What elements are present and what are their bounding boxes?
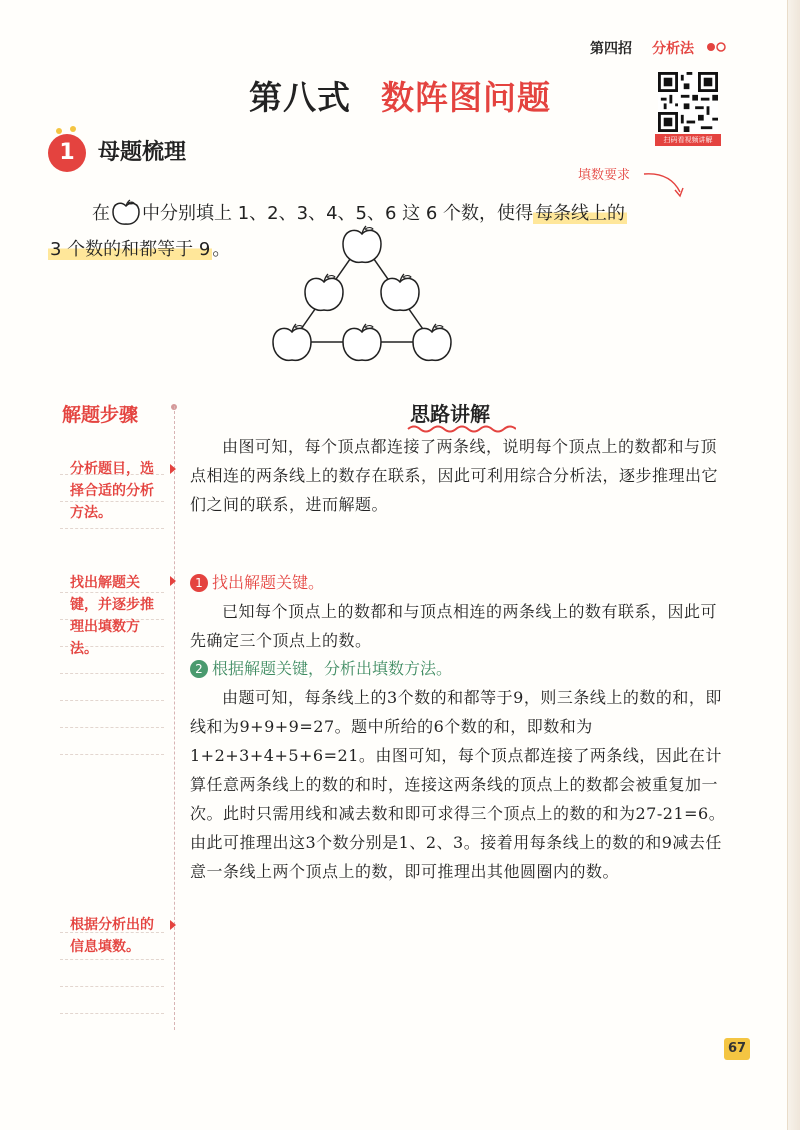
circle-right-mid[interactable] (381, 274, 419, 310)
page-number: 67 (724, 1038, 750, 1060)
step1-head: 找出解题关键。 (212, 573, 325, 592)
step2-body: 由题可知，每条线上的3个数的和都等于9，则三条线上的数的和，即线和为9+9+9=27。题中所给的6个数的和，即数和为1+2+3+4+5+6=21。由图可知，每个顶点都连接了两条线，因此在计算任意两条线上的数的和时，连接这两条线的顶点上的数都会被重复加一次。此时只需用线和减去数和即可求得三个顶点上的数的和为27-21=6。由此可推理出这3个数分别是1、2、3。接着用每条线上的数的和9减去任意一条线上两个顶点上的数，即可推理出其他圆圈内的数。 (190, 688, 726, 881)
number-triangle-diagram (272, 222, 452, 368)
intro-paragraph: 由图可知，每个顶点都连接了两条线，说明每个顶点上的数都和与顶点相连的两条线上的数存在联系，因此可利用综合分析法，逐步推理出它们之间的联系，进而解题。 (190, 437, 719, 514)
apple-circle-icon (110, 199, 142, 227)
pointer-icon (170, 920, 176, 930)
chapter-label: 第四招 (590, 41, 632, 57)
ideas-title: 思路讲解 (410, 402, 490, 426)
side-note-2: 找出解题关键，并逐步推理出填数方法。 (70, 575, 154, 657)
side-note-1: 分析题目，选择合适的分析方法。 (70, 461, 154, 521)
dots-icon (706, 40, 730, 54)
circle-top[interactable] (343, 226, 381, 262)
pointer-icon (170, 464, 176, 474)
problem-highlight-2: 3 个数的和都等于 9 (50, 239, 211, 260)
problem-middle: 中分别填上 1、2、3、4、5、6 这 6 个数，使得 (142, 203, 534, 224)
problem-highlight-1: 每条线上的 (535, 203, 626, 224)
section-title: 母题梳理 (98, 140, 187, 165)
circle-bottom-right[interactable] (413, 324, 451, 360)
problem-prefix: 在 (92, 203, 110, 224)
title-part1: 第八式 (249, 78, 351, 117)
qr-code-icon[interactable] (658, 72, 718, 132)
step1-heading (190, 568, 324, 597)
step2-head: 根据解题关键，分析出填数方法。 (212, 659, 453, 678)
hint-label: 填数要求 (578, 168, 631, 183)
page-edge (787, 0, 800, 1130)
pointer-icon (170, 576, 176, 586)
problem-suffix: 。 (212, 239, 231, 260)
step1-number: 1 (190, 574, 208, 592)
badge-decoration (56, 128, 62, 134)
title-part2: 数阵图问题 (381, 78, 551, 117)
circle-bottom-left[interactable] (273, 324, 311, 360)
step2-heading (190, 654, 452, 683)
step1-body: 已知每个顶点上的数都和与顶点相连的两条线上的数有联系，因此可先确定三个顶点上的数。 (190, 602, 718, 650)
side-note-3: 根据分析出的信息填数。 (70, 917, 154, 955)
badge-decoration (70, 126, 76, 132)
method-label: 分析法 (652, 41, 694, 57)
step2-number: 2 (190, 660, 208, 678)
circle-left-mid[interactable] (305, 274, 343, 310)
circle-bottom-mid[interactable] (343, 324, 381, 360)
timeline-line (174, 406, 175, 1030)
steps-title: 解题步骤 (62, 404, 139, 426)
section-number-badge: 1 (48, 134, 86, 172)
qr-caption: 扫码看视频讲解 (655, 134, 721, 146)
